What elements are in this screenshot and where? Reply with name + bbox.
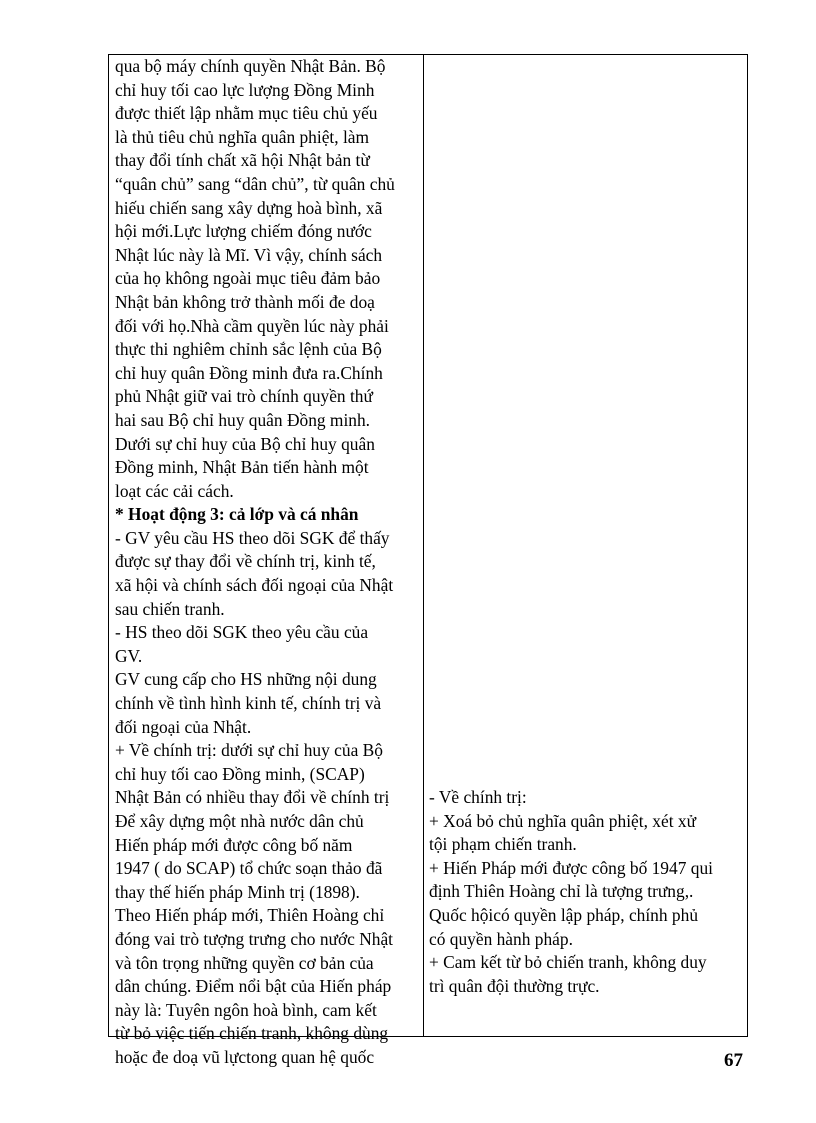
left-line-4: là thủ tiêu chủ nghĩa quân phiệt, làm	[115, 126, 370, 147]
left-line-23: xã hội và chính sách đối ngoại của Nhật	[115, 575, 394, 596]
left-line-11: Nhật bản không trở thành mối đe doạ	[115, 291, 375, 312]
left-line-41: này là: Tuyên ngôn hoà bình, cam kết	[115, 999, 377, 1020]
left-line-1: qua bộ máy chính quyền Nhật Bản. Bộ	[115, 56, 386, 76]
page-number: 67	[724, 1050, 743, 1071]
left-line-43: hoặc đe doạ vũ lựctong quan hệ quốc	[115, 1046, 375, 1067]
left-line-35: 1947 ( do SCAP) tổ chức soạn thảo đã	[115, 858, 383, 879]
left-line-8: hội mới.Lực lượng chiếm đóng nước	[115, 221, 372, 242]
left-line-26: GV.	[115, 645, 143, 666]
left-line-6: “quân chủ” sang “dân chủ”, từ quân chủ	[115, 173, 395, 194]
left-line-40: dân chúng. Điểm nổi bật của Hiến pháp	[115, 976, 392, 997]
right-line-1: - Về chính trị:	[429, 787, 527, 807]
right-line-9: trì quân đội thường trực.	[429, 975, 600, 996]
left-line-25: - HS theo dõi SGK theo yêu cầu của	[115, 622, 369, 643]
left-line-36: thay thế hiến pháp Minh trị (1898).	[115, 881, 360, 902]
left-line-29: đối ngoại của Nhật.	[115, 716, 252, 737]
right-line-3: tội phạm chiến tranh.	[429, 834, 577, 855]
left-line-2: chỉ huy tối cao lực lượng Đồng Minh	[115, 79, 375, 100]
activity-heading: * Hoạt động 3: cả lớp và cá nhân	[115, 504, 359, 525]
left-line-24: sau chiến tranh.	[115, 598, 225, 619]
left-line-12: đối với họ.Nhà cầm quyền lúc này phải	[115, 315, 389, 336]
right-line-8: + Cam kết từ bỏ chiến tranh, không duy	[429, 952, 707, 973]
left-line-17: Dưới sự chỉ huy của Bộ chỉ huy quân	[115, 433, 375, 454]
left-line-30: + Về chính trị: dưới sự chỉ huy của Bộ	[115, 740, 383, 761]
left-line-38: đóng vai trò tượng trưng cho nước Nhật	[115, 928, 394, 949]
left-line-13: thực thi nghiêm chỉnh sắc lệnh của Bộ	[115, 339, 382, 360]
right-line-4: + Hiến Pháp mới được công bố 1947 qui	[429, 857, 713, 878]
left-line-34: Hiến pháp mới được công bố năm	[115, 834, 353, 855]
left-line-37: Theo Hiến pháp mới, Thiên Hoàng chỉ	[115, 905, 385, 926]
left-line-39: và tôn trọng những quyền cơ bản của	[115, 952, 374, 973]
left-line-19: loạt các cải cách.	[115, 480, 234, 501]
left-line-31: chỉ huy tối cao Đồng minh, (SCAP)	[115, 763, 365, 784]
left-line-14: chỉ huy quân Đồng minh đưa ra.Chính	[115, 362, 383, 383]
left-line-21: - GV yêu cầu HS theo dõi SGK để thấy	[115, 527, 390, 548]
right-line-6: Quốc hộicó quyền lập pháp, chính phủ	[429, 904, 699, 925]
left-line-22: được sự thay đổi về chính trị, kinh tế,	[115, 551, 376, 572]
left-line-7: hiếu chiến sang xây dựng hoà bình, xã	[115, 197, 383, 218]
left-line-10: của họ không ngoài mục tiêu đảm bảo	[115, 268, 381, 289]
left-line-42: từ bỏ việc tiến chiến tranh, không dùng	[115, 1023, 389, 1044]
left-column-activities	[115, 55, 415, 1070]
left-line-3: được thiết lập nhằm mục tiêu chủ yếu	[115, 103, 378, 124]
column-divider	[423, 55, 424, 1036]
left-line-18: Đồng minh, Nhật Bản tiến hành một	[115, 457, 369, 478]
left-line-28: chính về tình hình kinh tế, chính trị và	[115, 693, 382, 714]
left-line-32: Nhật Bản có nhiều thay đổi về chính trị	[115, 787, 390, 808]
right-line-7: có quyền hành pháp.	[429, 928, 573, 949]
left-line-16: hai sau Bộ chỉ huy quân Đồng minh.	[115, 409, 371, 430]
left-line-15: phủ Nhật giữ vai trò chính quyền thứ	[115, 386, 373, 407]
left-line-33: Để xây dựng một nhà nước dân chủ	[115, 811, 364, 831]
right-line-2: + Xoá bỏ chủ nghĩa quân phiệt, xét xử	[429, 810, 696, 831]
left-line-27: GV cung cấp cho HS những nội dung	[115, 669, 377, 690]
right-column-knowledge	[429, 786, 741, 998]
left-line-9: Nhật lúc này là Mĩ. Vì vậy, chính sách	[115, 244, 383, 265]
left-line-5: thay đổi tính chất xã hội Nhật bản từ	[115, 150, 370, 171]
right-line-5: định Thiên Hoàng chỉ là tượng trưng,.	[429, 881, 694, 902]
